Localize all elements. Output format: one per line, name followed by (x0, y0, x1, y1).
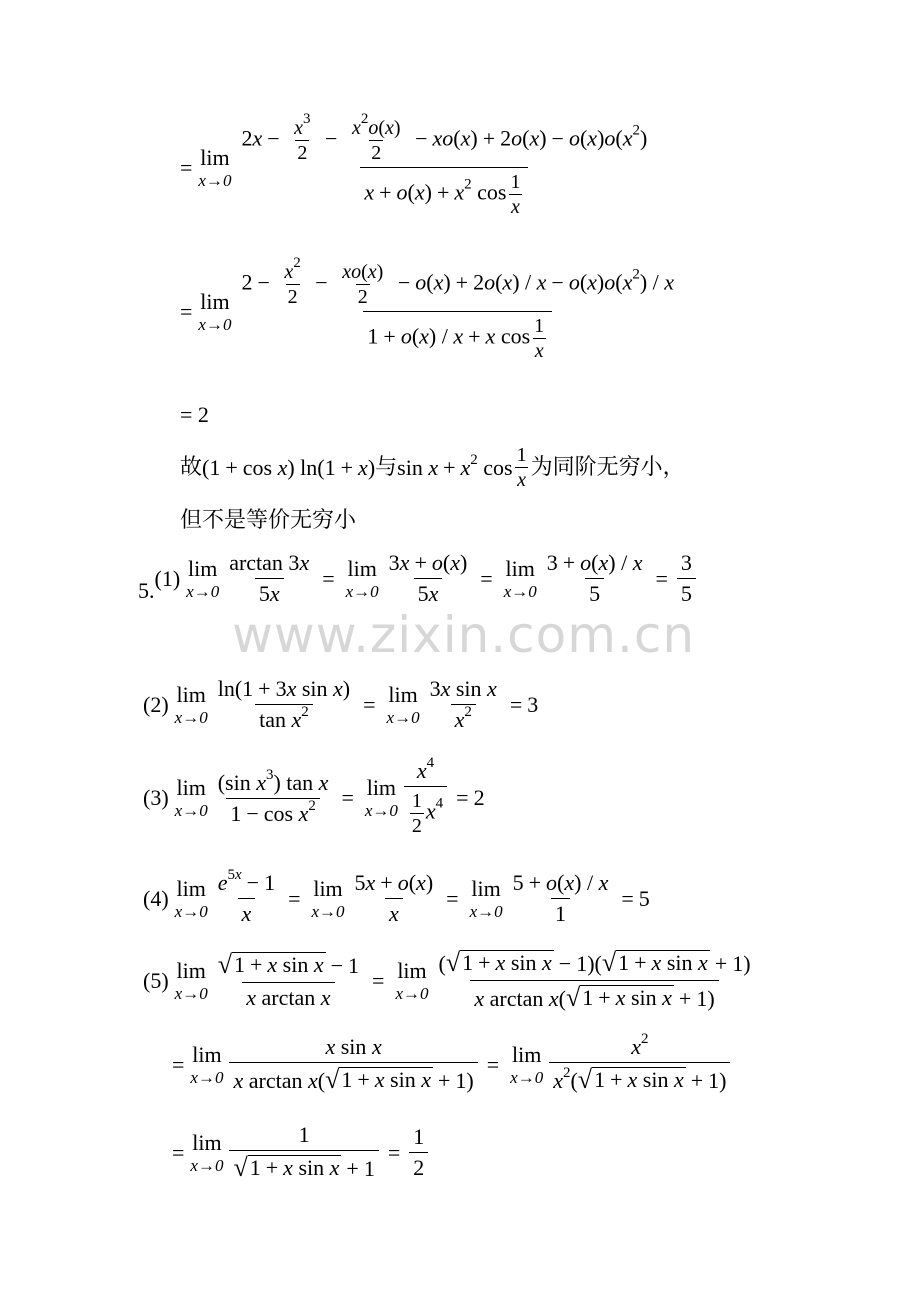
problem-5-3: (3) lim x→0 $\frac{(\sin x^3) \tan x}{1 - \cos x^2}$ = lim x→0 $x^4$ $\frac{1}{2}$ $x^4$ = 2 (143, 755, 485, 837)
limit-operator: lim x→0 (198, 144, 232, 190)
problem-5-5-line-3: = lim x→0 1 √ 1 + x sin x + 1 = $\frac{1}{2}$ (172, 1124, 432, 1181)
problem-5-4: (4) lim x→0 $\frac{e^{5x} - 1}{x}$ = lim x→0 $\frac{5x + o(x)}{x}$ = lim x→0 $\frac{5 + o(x) / x}{1}$ = 5 (143, 867, 650, 926)
watermark: www.zixin.com.cn (232, 606, 696, 664)
problem-5-5-line-2: = lim x→0 x sin x x arctan x( √ 1 + x sin x + 1) = lim x→0 $x^2$ $x^2$( √ 1 + x sin x + 1) (172, 1036, 734, 1093)
step-3: = 2 (180, 402, 209, 427)
conclusion-line-2: 但不是等价无穷小 (180, 508, 357, 533)
step-1-fraction: 2x − $\frac{x^3}{2}$ − $\frac{x^2o(x)}{2}$ − $xo(x) + 2o(x) - o(x)o(x^2)$ $x + o(x) + x^2$ cos $\frac{1}{x}$ (241, 111, 648, 218)
conclusion-line-1: 故 (1 + cos x) ln(1 + x) 与 $\sin x + x^2$ cos $\frac{1}{x}$ 为同阶无穷小， (180, 444, 685, 491)
step-2-fraction: 2 − $\frac{x^2}{2}$ − $\frac{xo(x)}{2}$ − $o(x) + 2o(x) / x - o(x)o(x^2) / x$ 1 + o(x) / x + x cos $\frac{1}{x}$ (241, 255, 675, 362)
limit-operator: lim x→0 (198, 288, 232, 334)
step-1: = lim x→0 2x − $\frac{x^3}{2}$ − $\frac{x^2o(x)}{2}$ − $xo(x) + 2o(x) - o(x)o(x^2)$ $x + o(x) + x^2$ cos $\frac{1}{x}$ (180, 118, 655, 217)
step-2: = lim x→0 2 − $\frac{x^2}{2}$ − $\frac{xo(x)}{2}$ − $o(x) + 2o(x) / x - o(x)o(x^2) / x$ 1 + o(x) / x + x cos $\frac{1}{x}$ (180, 262, 682, 361)
problem-5-2: (2) lim x→0 $\frac{\text{ln(1 + 3x sin x)}}{\tan x^2}$ = lim x→0 $\frac{\text{3x sin x}}{x^2}$ = 3 (143, 676, 539, 732)
problem-5-1: 5. (1) lim x→0 $\frac{\arctan 3x}{5x}$ = lim x→0 $\frac{3x + o(x)}{5x}$ = lim x→0 $\frac{3 + o(x) / x}{5}$ = $\frac{3}{5}$ (138, 552, 700, 605)
problem-5-5-line-1: (5) lim x→0 √ 1 + x sin x − 1 x arctan x = lim x→0 ( √ 1 + x sin x − 1)( √ 1 + x sin x + 1) x arctan x( √ 1 + x sin x + 1) (143, 948, 751, 1012)
